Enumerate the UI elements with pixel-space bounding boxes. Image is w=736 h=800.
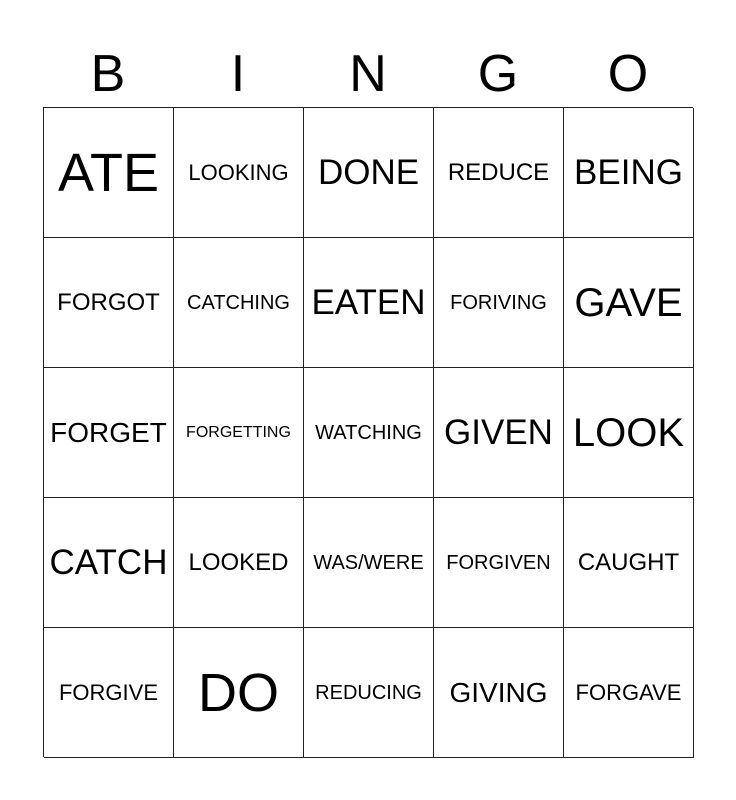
bingo-cell[interactable]: FORIVING [434,238,564,368]
bingo-cell[interactable]: FORGETTING [174,368,304,498]
bingo-board [43,107,693,757]
bingo-cell[interactable]: DONE [304,108,434,238]
bingo-cell[interactable]: ATE [44,108,174,238]
header-letter-n: N [349,45,387,103]
bingo-cell[interactable]: REDUCING [304,628,434,758]
header-letter-b: B [90,45,126,103]
bingo-cell[interactable]: LOOK [564,368,694,498]
bingo-cell[interactable]: LOOKING [174,108,304,238]
bingo-cell[interactable]: DO [174,628,304,758]
bingo-cell[interactable]: FORGET [44,368,174,498]
bingo-cell[interactable]: FORGAVE [564,628,694,758]
bingo-cell[interactable]: REDUCE [434,108,564,238]
bingo-cell[interactable]: CATCH [44,498,174,628]
header-letter-i: I [230,45,246,103]
header-letter-o: O [607,45,649,103]
bingo-header [43,40,693,108]
bingo-cell[interactable]: WAS/WERE [304,498,434,628]
bingo-cell[interactable]: FORGIVE [44,628,174,758]
bingo-cell[interactable]: FORGIVEN [434,498,564,628]
bingo-cell[interactable]: FORGOT [44,238,174,368]
bingo-cell[interactable]: LOOKED [174,498,304,628]
bingo-cell[interactable]: GIVEN [434,368,564,498]
bingo-cell[interactable]: BEING [564,108,694,238]
bingo-cell[interactable]: GAVE [564,238,694,368]
bingo-cell[interactable]: WATCHING [304,368,434,498]
header-letter-g: G [477,45,519,103]
bingo-cell[interactable]: GIVING [434,628,564,758]
bingo-cell[interactable]: CATCHING [174,238,304,368]
bingo-cell[interactable]: CAUGHT [564,498,694,628]
bingo-cell[interactable]: EATEN [304,238,434,368]
